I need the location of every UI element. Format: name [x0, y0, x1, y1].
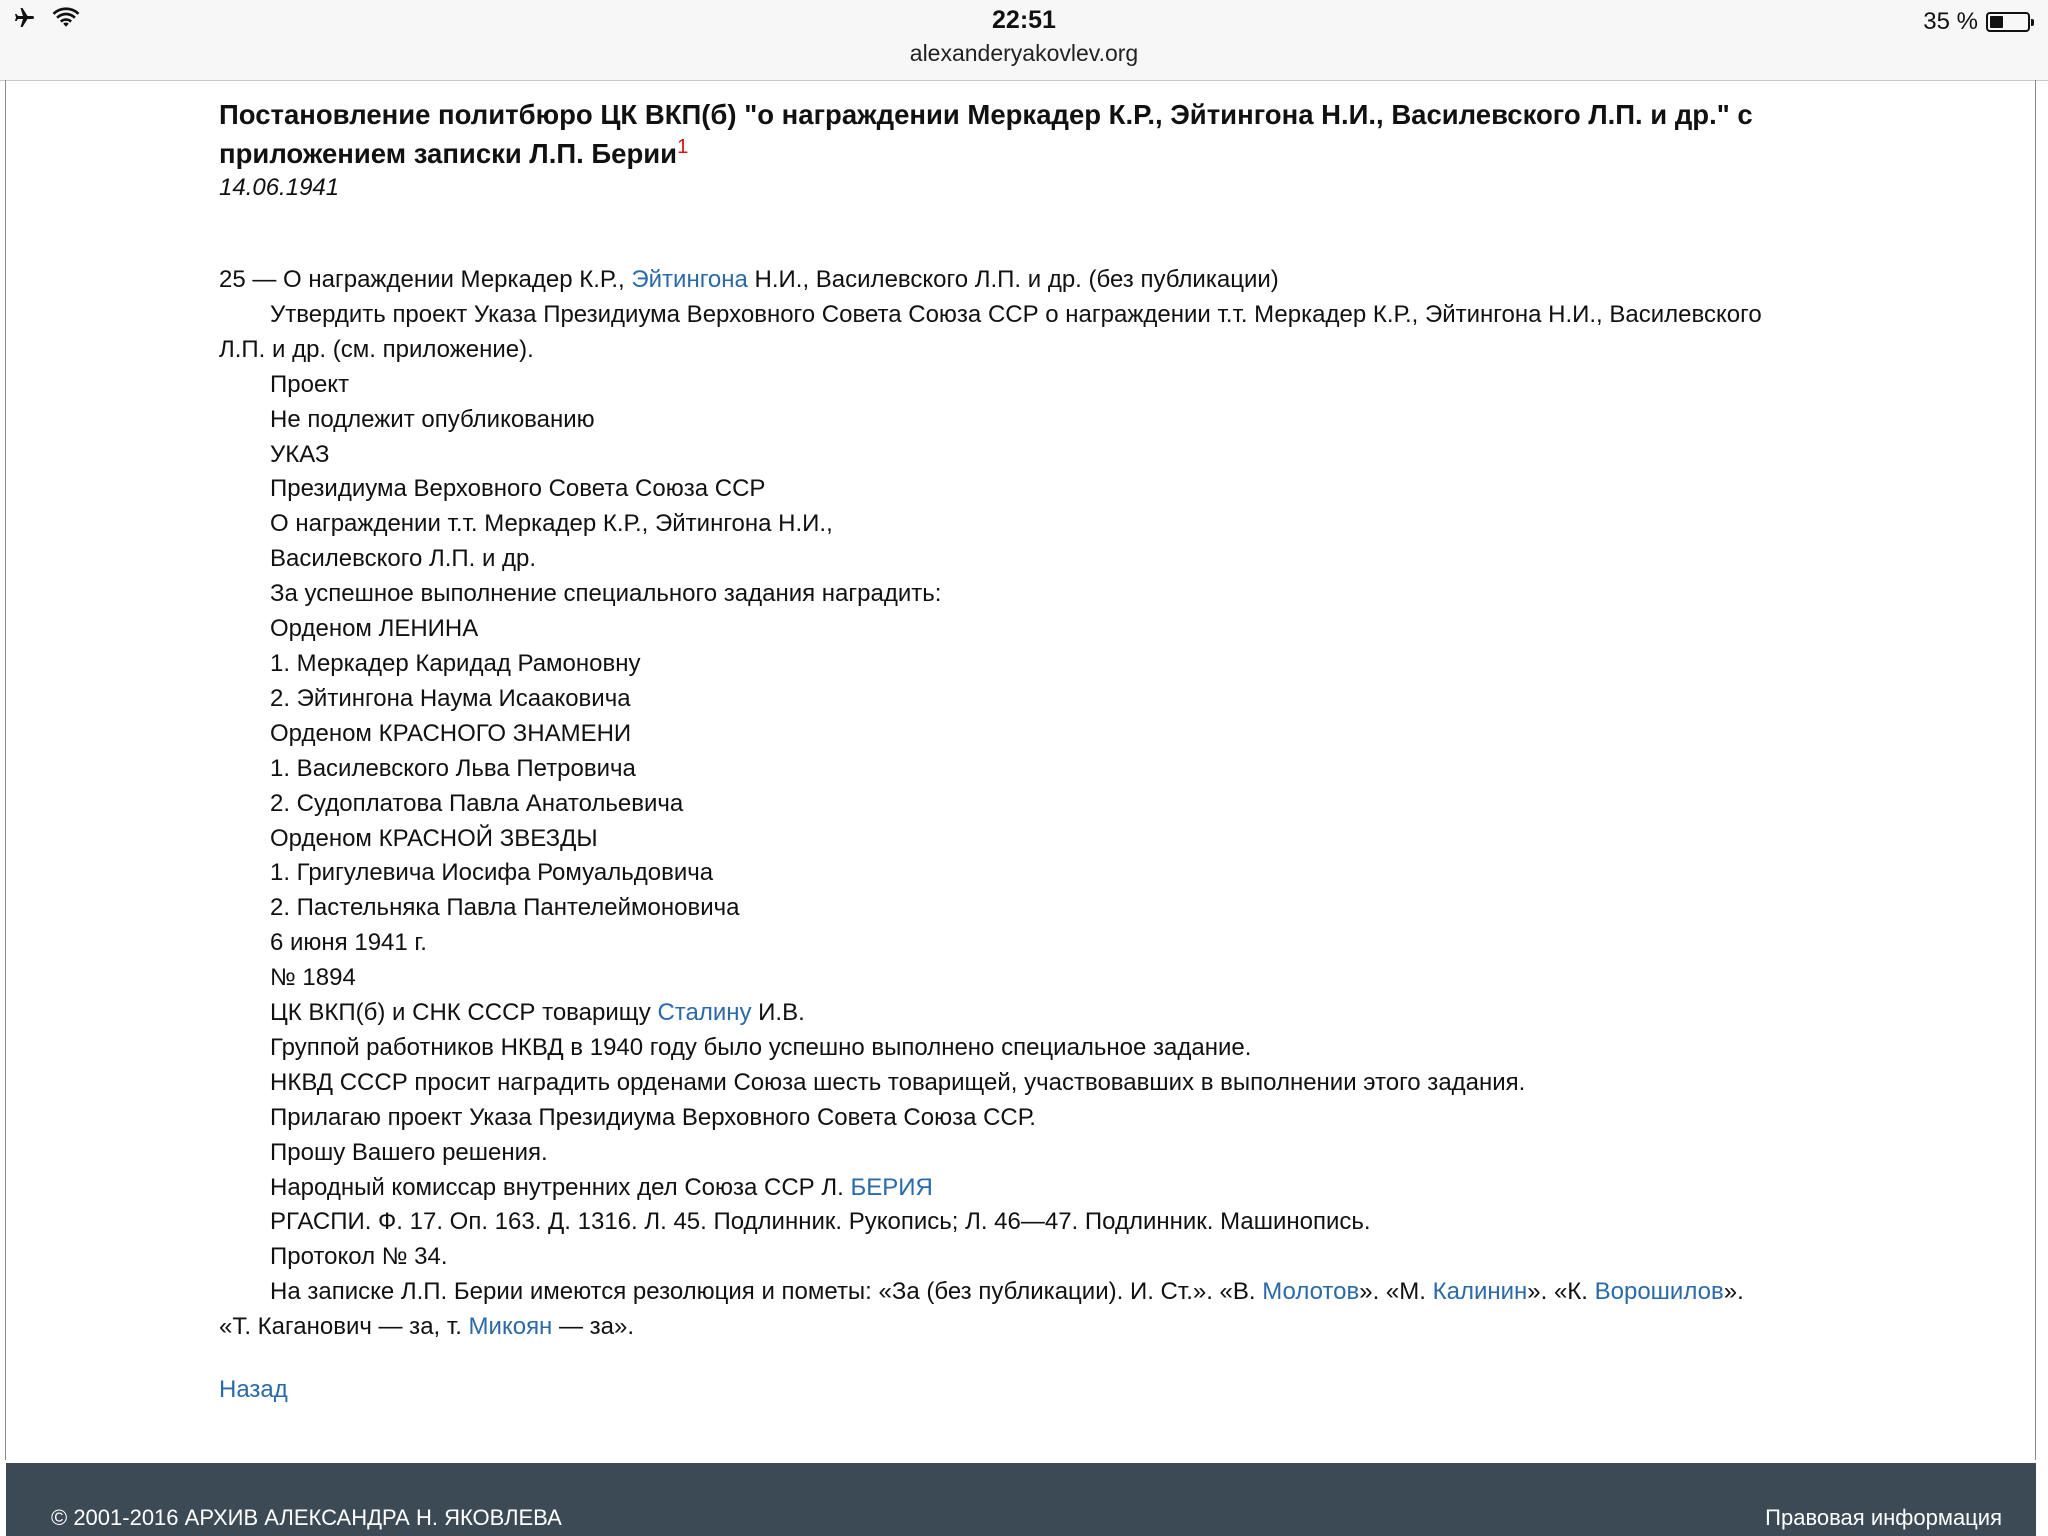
- link-eitingon[interactable]: Эйтингона: [631, 266, 748, 293]
- document-title-text: Постановление политбюро ЦК ВКП(б) "о награждении Меркадер К.Р., Эйтингона Н.И., Василевского Л.П. и др." с приложением записки Л.П. Берии: [219, 99, 1753, 169]
- decree-paragraphs: [219, 298, 1779, 996]
- resolution-text-3: ». «К.: [1527, 1278, 1595, 1306]
- battery-percent: 35 %: [1923, 8, 1978, 35]
- status-bar: [0, 0, 2048, 81]
- resolution-text-2: ». «М.: [1359, 1278, 1433, 1306]
- decision-heading-prefix: 25 — О награждении Меркадер К.Р.,: [219, 266, 632, 293]
- decree-line-12: 1. Василевского Льва Петровича: [270, 754, 636, 782]
- memo-line-0: Группой работников НКВД в 1940 году было успешно выполнено специальное задание.: [270, 1033, 1252, 1061]
- decree-line-6: Василевского Л.П. и др.: [270, 545, 537, 573]
- decree-line-17: 6 июня 1941 г.: [270, 929, 427, 957]
- decree-line-7: За успешное выполнение специального задания наградить:: [270, 580, 942, 608]
- document-body: [219, 263, 1779, 1345]
- decree-line-15: 1. Григулевича Иосифа Ромуальдовича: [270, 859, 714, 887]
- resolution-paragraph: [219, 1275, 1779, 1345]
- source-line-0: РГАСПИ. Ф. 17. Оп. 163. Д. 1316. Л. 45. Подлинник. Рукопись; Л. 46—47. Подлинник. Машинопись.: [270, 1208, 1371, 1236]
- memo-line-1: НКВД СССР просит наградить орденами Союза шесть товарищей, участвовавших в выполнении этого задания.: [270, 1068, 1526, 1096]
- decree-line-2: Не подлежит опубликованию: [270, 405, 595, 433]
- footnote-ref[interactable]: 1: [677, 135, 689, 158]
- stalin-line-suffix: И.В.: [751, 999, 805, 1027]
- battery-icon: [1986, 12, 2030, 32]
- decree-line-11: Орденом КРАСНОГО ЗНАМЕНИ: [270, 719, 632, 747]
- memo-paragraphs: [219, 1031, 1779, 1171]
- beria-line: [219, 1171, 1779, 1206]
- decree-line-1: Проект: [270, 370, 350, 398]
- decree-line-8: Орденом ЛЕНИНА: [270, 615, 479, 643]
- battery-fill: [1990, 16, 2003, 28]
- resolution-text-1: На записке Л.П. Берии имеются резолюция и пометы: «За (без публикации). И. Ст.». «В.: [270, 1278, 1263, 1306]
- link-mikoyan[interactable]: Микоян: [468, 1313, 553, 1341]
- decree-line-4: Президиума Верховного Совета Союза ССР: [270, 475, 766, 503]
- decree-line-10: 2. Эйтингона Наума Исааковича: [270, 684, 631, 712]
- document-content: [219, 95, 1779, 1404]
- address-url[interactable]: alexanderyakovlev.org: [909, 40, 1139, 66]
- decree-line-0: Утвердить проект Указа Президиума Верховного Совета Союза ССР о награждении т.т. Меркадер К.Р., Эйтингона Н.И., Василевского Л.П. и др. (см. приложение).: [219, 300, 1762, 363]
- decree-line-3: УКАЗ: [270, 440, 330, 468]
- decree-line-16: 2. Пастельняка Павла Пантелеймоновича: [270, 894, 740, 922]
- stalin-line: [219, 996, 1779, 1031]
- page-frame-left: [5, 80, 6, 1460]
- beria-line-prefix: Народный комиссар внутренних дел Союза ССР Л.: [270, 1173, 851, 1201]
- decree-line-14: Орденом КРАСНОЙ ЗВЕЗДЫ: [270, 824, 598, 852]
- document-title: [219, 95, 1779, 173]
- decree-line-18: № 1894: [270, 964, 356, 992]
- document-date: 14.06.1941: [219, 174, 340, 201]
- stalin-line-prefix: ЦК ВКП(б) и СНК СССР товарищу: [270, 999, 658, 1027]
- decree-line-13: 2. Судоплатова Павла Анатольевича: [270, 789, 684, 817]
- status-time: 22:51: [992, 6, 1056, 34]
- decree-line-9: 1. Меркадер Каридад Рамоновну: [270, 649, 641, 677]
- link-voroshilov[interactable]: Ворошилов: [1594, 1278, 1724, 1306]
- resolution-text-5: — за».: [552, 1313, 635, 1341]
- footer-legal-link[interactable]: Правовая информация: [1765, 1505, 2002, 1530]
- memo-line-3: Прошу Вашего решения.: [270, 1138, 548, 1166]
- decree-line-5: О награждении т.т. Меркадер К.Р., Эйтингона Н.И.,: [270, 510, 833, 538]
- status-right: [1923, 8, 2030, 36]
- source-paragraphs: [219, 1205, 1779, 1275]
- decision-heading-suffix: Н.И., Василевского Л.П. и др. (без публикации): [747, 266, 1279, 293]
- footer-copyright: © 2001-2016 АРХИВ АЛЕКСАНДРА Н. ЯКОВЛЕВА: [51, 1505, 562, 1530]
- decision-heading: [219, 263, 1779, 298]
- page-frame-right: [2035, 80, 2036, 1460]
- resolution-text-4: ». «Т. Каганович — за, т.: [219, 1278, 1744, 1341]
- memo-line-2: Прилагаю проект Указа Президиума Верховного Совета Союза ССР.: [270, 1103, 1036, 1131]
- link-molotov[interactable]: Молотов: [1262, 1278, 1360, 1306]
- site-footer: [6, 1463, 2036, 1536]
- link-kalinin[interactable]: Калинин: [1432, 1278, 1528, 1306]
- link-stalin[interactable]: Сталину: [657, 999, 752, 1027]
- source-line-1: Протокол № 34.: [270, 1243, 448, 1271]
- back-link[interactable]: Назад: [219, 1376, 288, 1404]
- link-beria[interactable]: БЕРИЯ: [850, 1173, 933, 1201]
